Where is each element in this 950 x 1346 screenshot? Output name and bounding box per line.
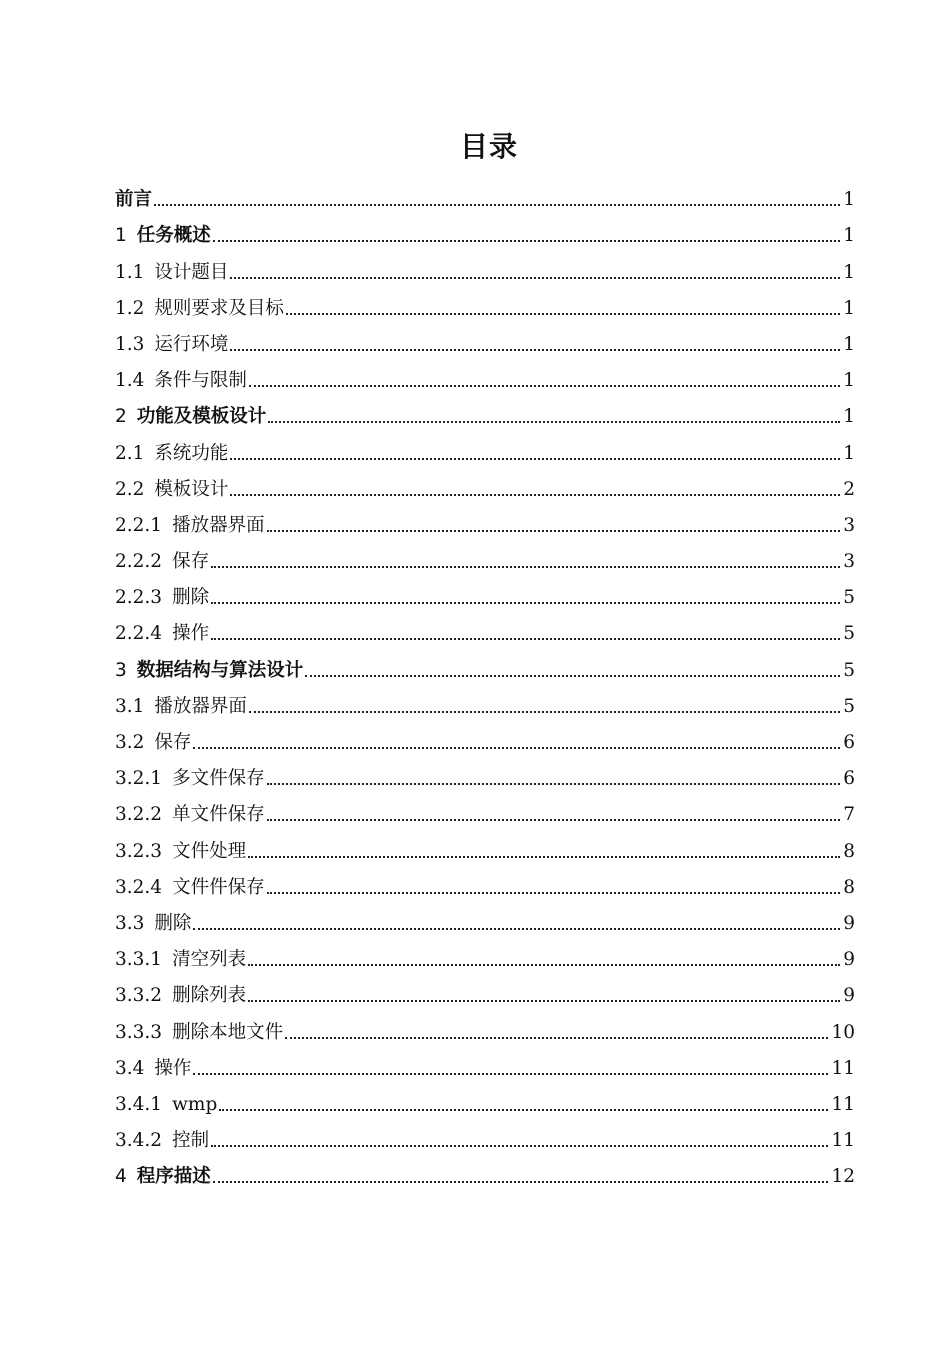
- toc-page-number: 1: [843, 442, 855, 464]
- toc-entry-label: [115, 1094, 217, 1116]
- dot-leader: [211, 1145, 828, 1147]
- toc-entry-label: [115, 262, 228, 284]
- dot-leader: [267, 530, 841, 532]
- toc-entry-label: [115, 877, 265, 899]
- toc-entry-number: 2.1: [115, 442, 145, 464]
- toc-entry-label: [115, 660, 303, 682]
- toc-entry-label: [115, 1022, 283, 1044]
- toc-entry[interactable]: [115, 544, 855, 580]
- toc-entry-number: 2.2.4: [115, 623, 163, 645]
- toc-entry-text: 文件件保存: [172, 876, 265, 898]
- toc-entry-text: 模板设计: [154, 478, 229, 500]
- toc-entry-label: [115, 913, 191, 935]
- toc-entry-label: [115, 587, 209, 609]
- toc-page-number: 1: [843, 189, 855, 211]
- toc-entry-label: [115, 1166, 211, 1188]
- toc-entry-number: 2.2.2: [115, 551, 163, 573]
- toc-entry-text: wmp: [172, 1093, 218, 1115]
- dot-leader: [213, 1181, 829, 1183]
- toc-entry-number: 3.4.2: [115, 1130, 163, 1152]
- toc-page-number: 2: [843, 478, 855, 500]
- toc-page-number: 12: [831, 1166, 855, 1188]
- dot-leader: [213, 240, 840, 242]
- dot-leader: [193, 747, 840, 749]
- toc-entry-text: 功能及模板设计: [136, 406, 267, 428]
- dot-leader: [285, 1037, 828, 1039]
- toc-page-number: 11: [831, 1093, 855, 1115]
- toc-entry-number: 3.2: [115, 732, 145, 753]
- toc-entry-number: 1: [115, 225, 127, 247]
- toc-entry[interactable]: [115, 399, 855, 435]
- toc-entry-number: 3.2.3: [115, 840, 163, 862]
- dot-leader: [230, 458, 840, 460]
- toc-page-number: 3: [843, 514, 855, 536]
- toc-entry-number: 3.2.4: [115, 876, 163, 898]
- dot-leader: [211, 566, 840, 568]
- toc-entry[interactable]: [115, 435, 855, 471]
- toc-page-number: 7: [843, 804, 855, 826]
- toc-entry-label: [115, 1058, 191, 1080]
- toc-entry-text: 操作: [172, 623, 210, 645]
- dot-leader: [248, 856, 840, 858]
- toc-entry-text: 程序描述: [136, 1166, 211, 1188]
- dot-leader: [267, 783, 841, 785]
- dot-leader: [267, 892, 841, 894]
- toc-entry-label: [115, 298, 284, 320]
- toc-entry-text: 保存: [172, 551, 210, 573]
- dot-leader: [230, 277, 840, 279]
- toc-page-number: 8: [843, 840, 855, 862]
- dot-leader: [249, 711, 840, 713]
- toc-entry-text: 设计题目: [154, 261, 229, 283]
- dot-leader: [154, 204, 840, 206]
- toc-entry[interactable]: [115, 906, 855, 942]
- toc-page-number: 9: [843, 985, 855, 1007]
- toc-entry[interactable]: [115, 761, 855, 797]
- dot-leader: [193, 1073, 828, 1075]
- toc-title: 目录: [459, 130, 518, 163]
- toc-entry-text: 删除: [154, 912, 192, 934]
- toc-entry-label: [115, 515, 265, 537]
- dot-leader: [268, 421, 840, 423]
- toc-page-number: 1: [843, 225, 855, 247]
- dot-leader: [286, 313, 840, 315]
- toc-entry-label: [115, 804, 265, 826]
- dot-leader: [267, 819, 841, 821]
- toc-entry-text: 多文件保存: [172, 768, 265, 790]
- toc-entry[interactable]: [115, 363, 855, 399]
- toc-entry-label: [115, 225, 211, 247]
- toc-entry[interactable]: [115, 833, 855, 869]
- toc-entry-label: [115, 479, 228, 501]
- toc-entry-text: 前言: [115, 189, 153, 211]
- toc-entry-label: [115, 949, 246, 971]
- table-of-contents: [115, 182, 855, 1195]
- toc-entry-number: 2.2.1: [115, 514, 163, 536]
- toc-entry-text: 删除: [172, 587, 210, 609]
- toc-entry[interactable]: [115, 1051, 855, 1087]
- toc-page-number: 1: [843, 406, 855, 428]
- toc-entry-text: 条件与限制: [154, 370, 247, 392]
- toc-entry[interactable]: [115, 652, 855, 688]
- toc-entry-label: [115, 841, 246, 863]
- toc-entry-label: [115, 768, 265, 790]
- toc-entry-number: 3.1: [115, 695, 145, 717]
- toc-entry-text: 清空列表: [172, 949, 247, 971]
- toc-entry-text: 文件处理: [172, 840, 247, 862]
- toc-entry-text: 删除列表: [172, 985, 247, 1007]
- toc-entry-number: 2: [115, 406, 127, 428]
- dot-leader: [230, 349, 840, 351]
- dot-leader: [248, 964, 840, 966]
- toc-entry[interactable]: [115, 1159, 855, 1195]
- toc-entry-text: 系统功能: [154, 442, 229, 464]
- toc-page-number: 1: [843, 333, 855, 355]
- toc-page-number: 9: [843, 912, 855, 934]
- toc-page-number: 5: [843, 659, 855, 681]
- toc-entry[interactable]: [115, 254, 855, 290]
- toc-page-number: 9: [843, 949, 855, 971]
- toc-entry[interactable]: [115, 1087, 855, 1123]
- toc-entry-label: [115, 334, 228, 356]
- toc-entry-number: 1.1: [115, 261, 145, 283]
- toc-entry[interactable]: [115, 472, 855, 508]
- toc-entry-text: 规则要求及目标: [154, 297, 284, 319]
- toc-entry-number: 2.2: [115, 478, 145, 500]
- dot-leader: [230, 494, 840, 496]
- toc-entry-label: [115, 443, 228, 465]
- toc-entry-label: [115, 551, 209, 573]
- toc-entry[interactable]: [115, 689, 855, 725]
- toc-entry[interactable]: [115, 291, 855, 327]
- dot-leader: [211, 602, 840, 604]
- toc-entry[interactable]: [115, 1123, 855, 1159]
- toc-entry-text: 任务概述: [136, 225, 211, 247]
- toc-page-number: 11: [831, 1130, 855, 1152]
- toc-entry[interactable]: [115, 616, 855, 652]
- toc-entry-number: 3.3.1: [115, 949, 163, 971]
- toc-entry-text: 控制: [172, 1130, 210, 1152]
- toc-entry[interactable]: [115, 327, 855, 363]
- toc-entry[interactable]: [115, 942, 855, 978]
- dot-leader: [219, 1109, 828, 1111]
- dot-leader: [249, 385, 840, 387]
- toc-entry-label: [115, 370, 247, 392]
- toc-entry-text: 运行环境: [154, 333, 229, 355]
- toc-entry-number: 1.4: [115, 370, 145, 392]
- dot-leader: [305, 675, 840, 677]
- toc-entry-number: 1.3: [115, 333, 145, 355]
- toc-entry-number: 3.3: [115, 912, 145, 934]
- toc-entry[interactable]: [115, 580, 855, 616]
- toc-entry[interactable]: [115, 508, 855, 544]
- toc-entry-number: 3.2.2: [115, 804, 163, 826]
- toc-entry-text: 播放器界面: [154, 695, 247, 717]
- toc-page-number: 8: [843, 876, 855, 898]
- toc-entry-number: 3.3.3: [115, 1021, 163, 1043]
- toc-page-number: 5: [843, 587, 855, 609]
- toc-entry-text: 单文件保存: [172, 804, 265, 826]
- toc-entry[interactable]: [115, 182, 855, 218]
- toc-entry-label: [115, 732, 191, 754]
- toc-entry[interactable]: [115, 870, 855, 906]
- dot-leader: [211, 638, 840, 640]
- toc-entry-text: 播放器界面: [172, 514, 265, 536]
- toc-entry-label: [115, 696, 247, 718]
- toc-entry-label: [115, 985, 246, 1007]
- toc-entry-label: [115, 406, 266, 428]
- toc-page-number: 1: [843, 297, 855, 319]
- toc-entry-text: 数据结构与算法设计: [136, 659, 304, 681]
- dot-leader: [248, 1000, 840, 1002]
- toc-page-number: 1: [843, 370, 855, 392]
- toc-entry-number: 4: [115, 1166, 127, 1188]
- toc-entry-number: 3.4: [115, 1057, 145, 1079]
- toc-entry-number: 2.2.3: [115, 587, 163, 609]
- toc-entry-label: [115, 1130, 209, 1152]
- toc-page-number: 5: [843, 695, 855, 717]
- toc-page-number: 1: [843, 261, 855, 283]
- toc-page-number: 6: [843, 732, 855, 753]
- toc-entry[interactable]: [115, 978, 855, 1014]
- toc-page-number: 6: [843, 768, 855, 790]
- toc-entry[interactable]: [115, 1014, 855, 1050]
- toc-entry[interactable]: [115, 725, 855, 761]
- toc-entry-number: 1.2: [115, 297, 145, 319]
- toc-entry-label: [115, 189, 152, 211]
- toc-entry-number: 3.3.2: [115, 985, 163, 1007]
- toc-entry-number: 3.4.1: [115, 1093, 163, 1115]
- toc-entry-label: [115, 623, 209, 645]
- toc-entry-number: 3: [115, 659, 127, 681]
- toc-entry[interactable]: [115, 797, 855, 833]
- dot-leader: [193, 928, 840, 930]
- toc-entry-text: 保存: [154, 732, 192, 753]
- toc-page-number: 3: [843, 551, 855, 573]
- toc-page-number: 5: [843, 623, 855, 645]
- toc-entry-number: 3.2.1: [115, 768, 163, 790]
- toc-page-number: 10: [831, 1021, 855, 1043]
- toc-entry-text: 操作: [154, 1057, 192, 1079]
- toc-entry-text: 删除本地文件: [172, 1021, 284, 1043]
- toc-entry[interactable]: [115, 218, 855, 254]
- toc-page-number: 11: [831, 1057, 855, 1079]
